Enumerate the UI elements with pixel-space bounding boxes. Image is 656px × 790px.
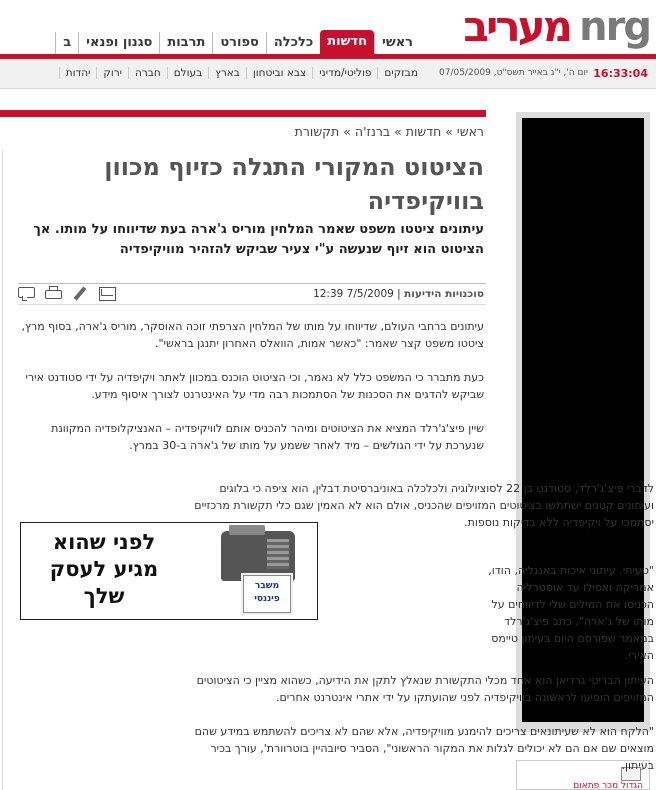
- sub-nav: [0, 67, 424, 79]
- article-body-3: [186, 672, 654, 790]
- inline-ad[interactable]: [20, 522, 318, 620]
- article-paragraph: "הלקח הוא לא שעיתונאים צריכים להימנע מוויקיפדיה, אלא שהם לא צריכים להשתמש במידע שהם מוצאים שם אם הם לא יכולים לגלות את המקור הראשוני", הסביר סיובהיין בוטרוורת', עורך בכיר בעיתון.: [194, 725, 654, 772]
- email-icon[interactable]: [99, 287, 116, 301]
- ad-paper: [243, 575, 291, 613]
- ad-headline: לפני שהוא מגיע לעסק שלך: [49, 530, 159, 608]
- ad-paper-text: משבר פיננסי: [254, 581, 280, 604]
- article-meta: סוכנויות הידיעות | 7/5/2009 12:39: [313, 288, 484, 300]
- subnav-politics[interactable]: פוליטי/מדיני: [312, 67, 377, 79]
- subnav-judaism[interactable]: יהדות: [59, 67, 97, 79]
- print-icon[interactable]: [45, 290, 62, 299]
- breadcrumb-media[interactable]: ברנז'ה: [354, 124, 391, 139]
- subnav-green[interactable]: ירוק: [96, 67, 128, 79]
- subnav-security[interactable]: צבא וביטחון: [246, 67, 312, 79]
- fax-machine-icon: [221, 531, 295, 581]
- breadcrumb-news[interactable]: חדשות: [405, 124, 442, 139]
- breadcrumb: ראשי»חדשות»ברנז'ה»תקשורת: [294, 124, 484, 139]
- main-nav: [0, 30, 420, 54]
- breadcrumb-communications[interactable]: תקשורת: [294, 124, 340, 139]
- nav-tab-home[interactable]: ראשי: [374, 32, 420, 54]
- site-logo[interactable]: [430, 2, 650, 52]
- current-date: יום ה', י"ג באייר תשס"ט, 07/05/2009: [439, 68, 588, 78]
- article-narrow-text: "טעיתי. עיתוני איכות באנגליה, הודו, אמריקה ואפילו עד אוסטרליה הכניסו את המילים שלי לדיווחים על מותו של ג'ארה", כתב פיצ'ג'רלד במאמר שפורסם היום בעיתון טיימס האירי.: [488, 564, 654, 662]
- current-time: 16:33:04: [593, 67, 648, 80]
- comment-icon[interactable]: [18, 287, 35, 298]
- article-left-edge: [0, 150, 3, 790]
- nav-tab-news[interactable]: חדשות: [320, 30, 374, 54]
- article-paragraph: העיתון הבריטי גרדיאן הוא אחד מכלי התקשורת שנאלץ לתקן את הידיעה, כשהוא מציין כי הציטוטים המזויפים הופיעו לראשונה בוויקיפדיה לפני שהועתקו על ידי אתרי אינטרנט אחרים.: [196, 674, 654, 704]
- breadcrumb-home[interactable]: ראשי: [456, 124, 484, 139]
- subnav-israel[interactable]: בארץ: [208, 67, 246, 79]
- article-title: הציטוט המקורי התגלה כזיוף מכוון בוויקיפדיה: [104, 153, 484, 215]
- article-tools: [18, 287, 116, 301]
- article-top-line: [0, 110, 486, 117]
- article-paragraph: כעת מתברר כי המשפט כלל לא נאמר, וכי הציטוט הוכנס במכוון לאתר ויקיפדיה על ידי סטודנט אירי שביקש להדגים את הסכנות של הסתמכות רבה מדי על האינטרנט לצורך איסוף מידע.: [25, 371, 484, 401]
- sidebar-teaser-label[interactable]: הגדול מכר פתאום: [573, 781, 643, 790]
- subnav-society[interactable]: חברה: [128, 67, 167, 79]
- article-source: סוכנויות הידיעות: [404, 288, 484, 300]
- article-datetime: 7/5/2009 12:39: [313, 288, 394, 300]
- nav-tab-lifestyle[interactable]: סגנון ופנאי: [78, 32, 159, 54]
- article-paragraph: עיתונים ברחבי העולם, שדיווחו על מותו של המלחין הצרפתי זוכה האוסקר, מוריס ג'ארה, בסוף מרץ, ציטטו משפט קצר שאמר: "כאשר אמות, הוואלס האחרון יתנגן בראשי".: [21, 320, 484, 350]
- nav-tab-sport[interactable]: ספורט: [212, 32, 266, 54]
- article-meta-bar: [18, 283, 486, 305]
- article-paragraph: שיין פיצ'ג'רלד המציא את הציטוטים ומיהר להכניס אותם לוויקיפדיה – האנציקלופדיה המקוונת שנערכת על ידי הגולשים – מיד לאחר ששמע על מותו של ג'ארה ב-30 במרץ.: [51, 422, 484, 452]
- pencil-icon[interactable]: [72, 287, 89, 301]
- subnav-flashes[interactable]: מבזקים: [377, 67, 424, 79]
- subnav-world[interactable]: בעולם: [167, 67, 208, 79]
- logo-nrg: nrg: [579, 4, 650, 50]
- nav-tab-economy[interactable]: כלכלה: [266, 32, 320, 54]
- sub-nav-bar: [0, 59, 656, 89]
- article-paragraph: לדברי פיצ'ג'רלד, סטודנט בן 22 לסוציולוגיה ולכלכלה באוניברסיטת דבלין, הוא ציפה כי בלוגים ועיתונים קטנים ישתמשו בציטוטים המזויפים שהכניס, אולם הוא לא האמין שגם כלי תקשורת מרכזיים יסתמכו על ויקיפדיה ללא בדיקות נוספות.: [194, 482, 654, 529]
- article-subtitle: עיתונים ציטטו משפט שאמר המלחין מוריס ג'ארה בעת שדיווחו על מותו. אך הציטוט הוא זיוף שנעשה ע"י צעיר שביקש להזהיר מוויקיפדיה: [33, 222, 484, 257]
- nav-tab-more[interactable]: ב: [55, 32, 78, 54]
- article-body: [16, 318, 484, 471]
- logo-maariv: מעריב: [463, 2, 570, 51]
- nav-tab-culture[interactable]: תרבות: [159, 32, 212, 54]
